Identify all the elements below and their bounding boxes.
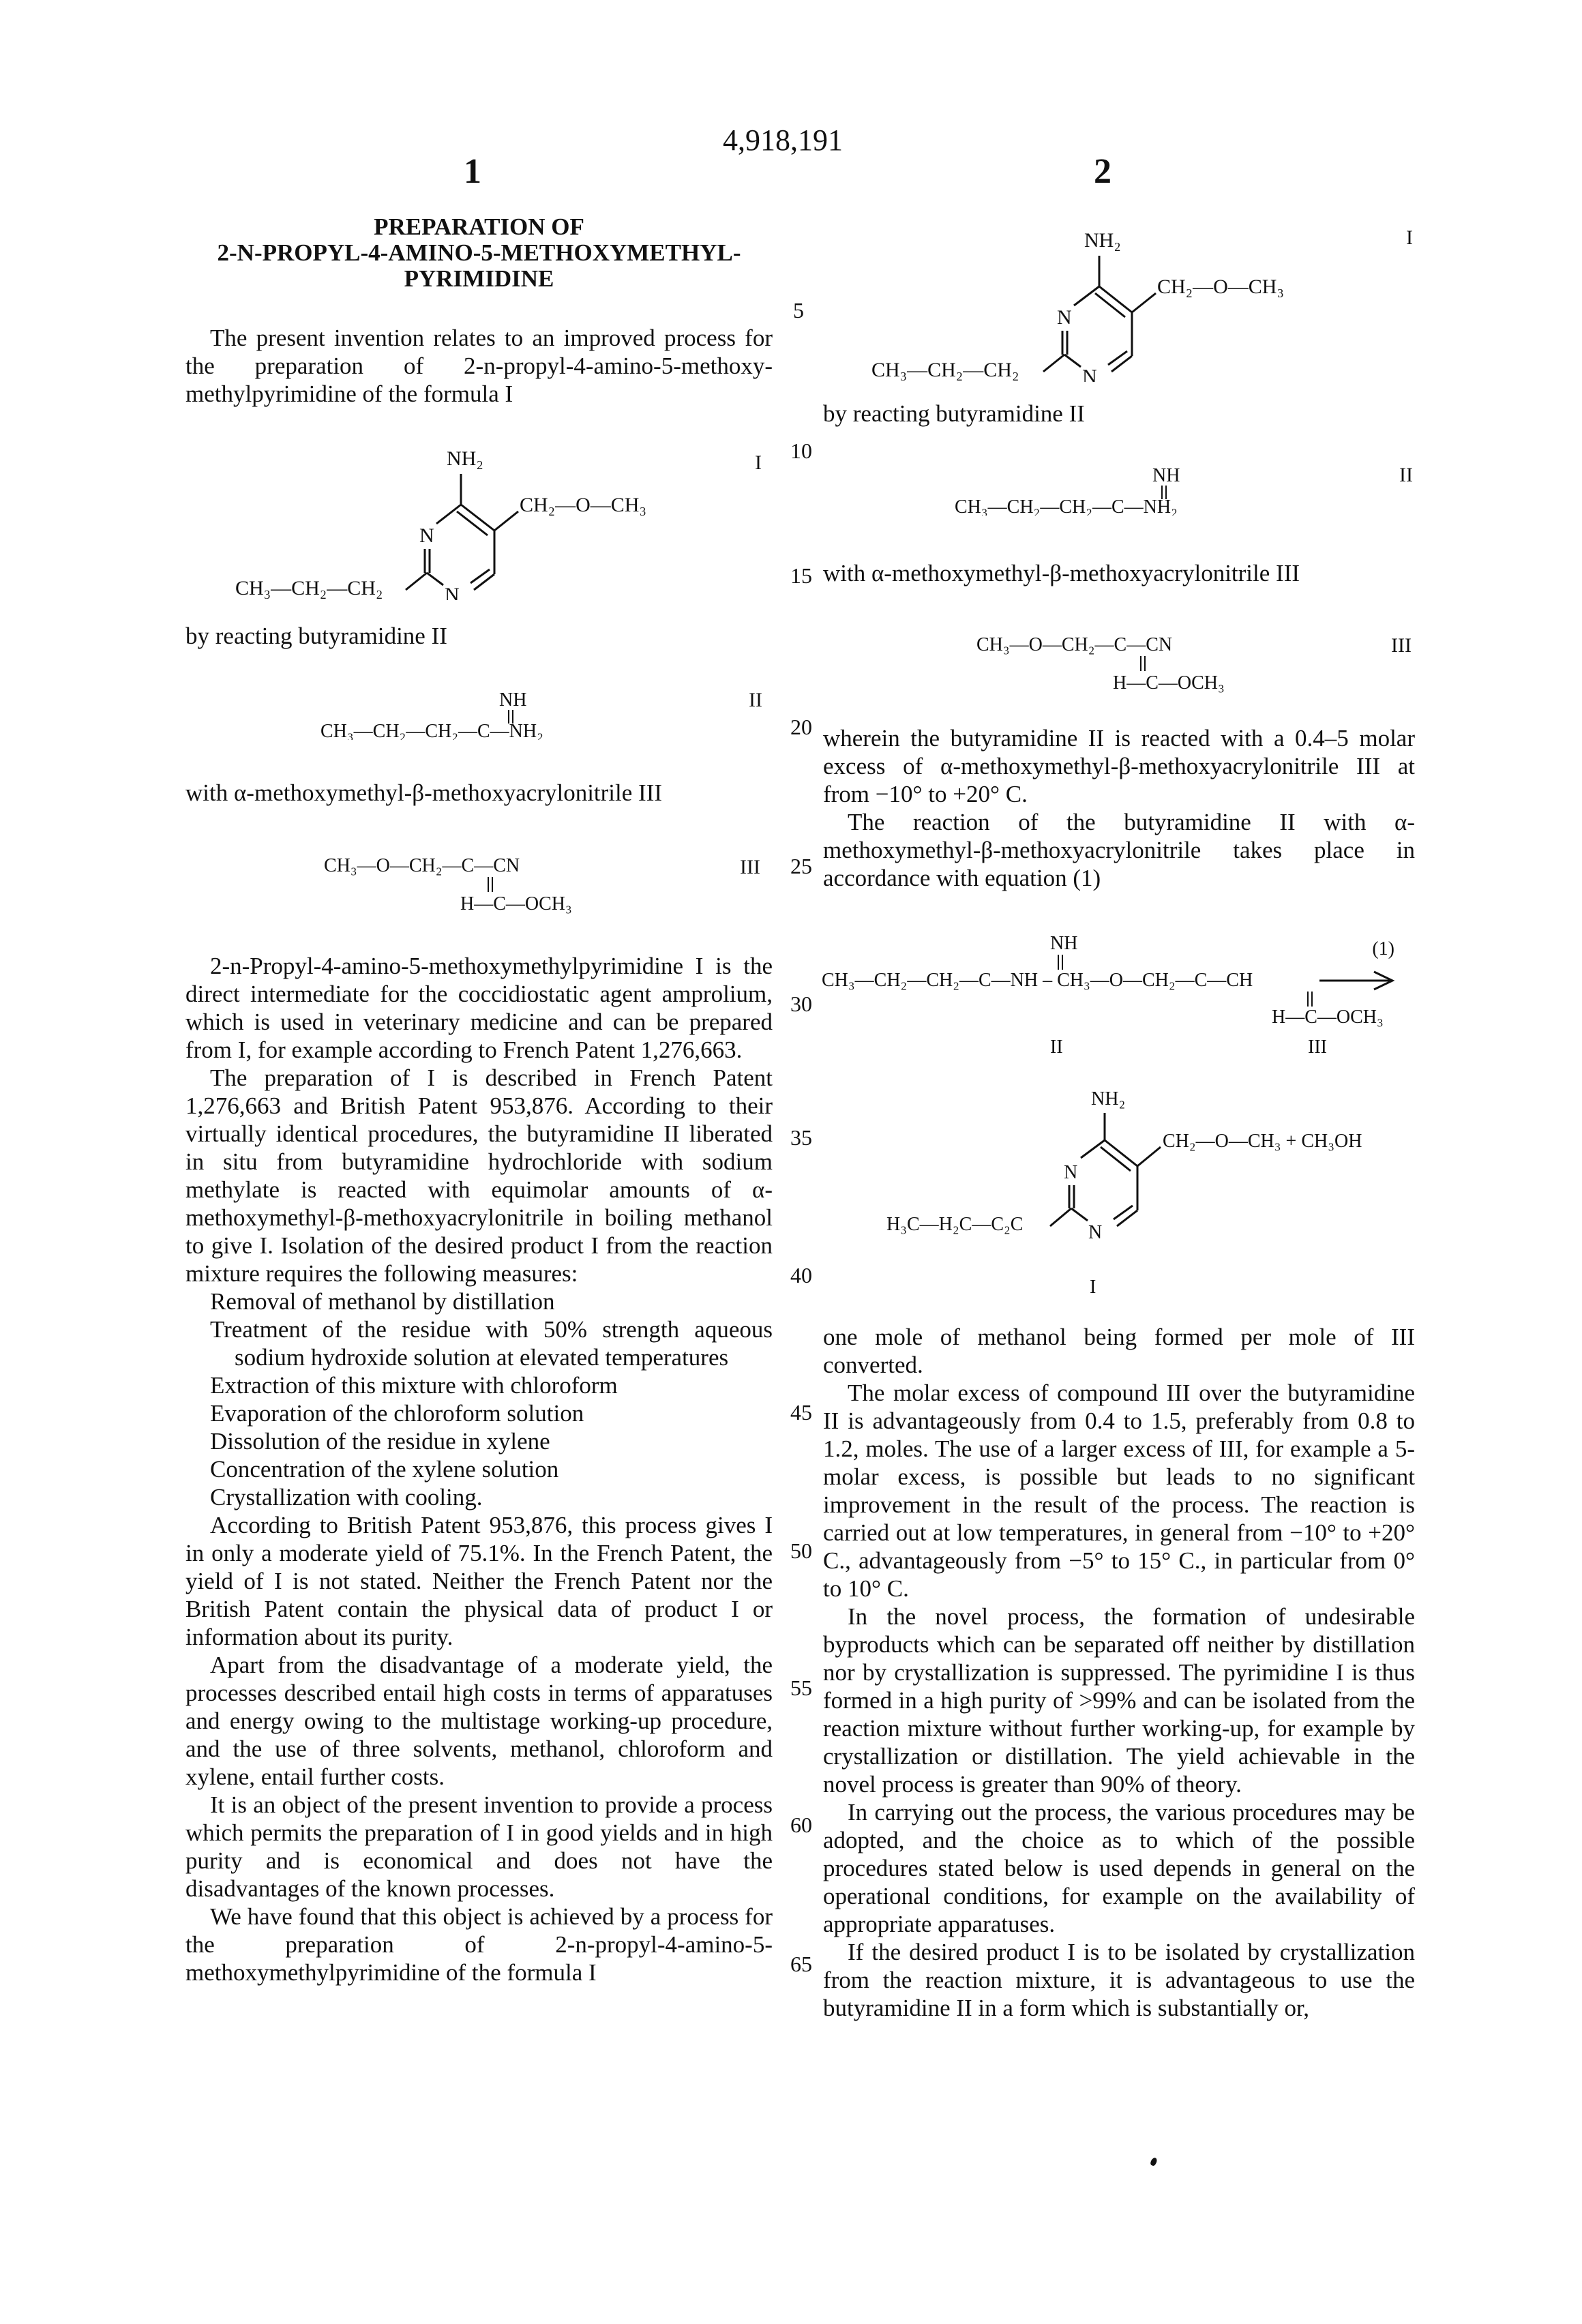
ring-nitrogen-top: N [1057, 306, 1072, 329]
paragraph: If the desired product I is to be isolated by crystallization from the reaction mixture, it is advantageous to use the butyramidine II in a form which is substantially or, [823, 1939, 1415, 2021]
formula-label: II [1399, 464, 1413, 486]
amino-group: NH₂ [1084, 229, 1121, 252]
line-number: 45 [790, 1400, 812, 1425]
right-body-text [823, 1323, 1415, 2022]
line-number: 35 [790, 1125, 812, 1150]
acrylonitrile-bottom: H—C—OCH₃ [460, 893, 572, 914]
line-number: 10 [790, 438, 812, 463]
list-item: Treatment of the residue with 50% strength aqueous sodium hydroxide solution at elevated temperatures [210, 1316, 773, 1371]
product-amino: NH₂ [1091, 1088, 1126, 1109]
with-label: with α-methoxymethyl-β-methoxyacrylonitrile III [185, 779, 663, 806]
product-substituent: CH₂—O—CH₃ + CH₃OH [1163, 1131, 1362, 1152]
paragraph: wherein the butyramidine II is reacted with a 0.4–5 molar excess of α-methoxymethyl-β-methoxyacrylonitrile III at from −10° to +20° C. [823, 725, 1415, 807]
imino-group: NH [499, 689, 527, 711]
equation-1 [818, 934, 1418, 1320]
paragraph: The reaction of the butyramidine II with α-methoxymethyl-β-methoxyacrylonitrile takes place in accordance with equation (1) [823, 809, 1415, 891]
reactant-bottom: H—C—OCH₃ [1272, 1007, 1384, 1028]
paragraph: In the novel process, the formation of undesirable byproducts which can be separated off neither by distillation nor by crystallization is suppressed. The pyrimidine I is thus formed in a high purity of >99% and can be isolated from the reaction mixture without further working-up, for example by crystallization or distillation. The yield achievable in the novel process is greater than 90% of theory. [823, 1603, 1415, 1798]
ring-nitrogen-bottom: N [445, 584, 460, 600]
acrylonitrile-top: CH₃—O—CH₂—C—CN [324, 855, 520, 876]
title-line: 2-N-PROPYL-4-AMINO-5-METHOXYMETHYL- [217, 239, 741, 266]
list-item: Evaporation of the chloroform solution [210, 1400, 584, 1427]
formula-compound-I-right [852, 225, 1398, 385]
ring-nitrogen-top: N [419, 524, 434, 547]
ring-nitrogen-bottom: N [1082, 366, 1097, 382]
document-title [185, 214, 773, 292]
measures-list [185, 1287, 773, 1511]
paragraph: In carrying out the process, the various procedures may be adopted, and the choice as to which of the possible procedures stated below is used depends in general on the operational conditions, for example on the availability of appropriate apparatuses. [823, 1799, 1415, 1937]
paragraph: It is an object of the present invention to provide a process which permits the preparation of I in good yields and in high purity and is economical and does not have the disadvantages of the known processes. [185, 1791, 773, 1902]
list-item: Dissolution of the residue in xylene [210, 1428, 550, 1455]
formula-compound-II-left [320, 685, 675, 743]
intro-paragraph: The present invention relates to an improved process for the preparation of 2-n-propyl-4-amino-5-methoxy-methylpyrimidine of the formula I [185, 325, 773, 407]
butyramidine-chain: CH₃—CH₂—CH₂—C—NH₂ [320, 721, 543, 740]
formula-label: II [749, 689, 762, 711]
paragraph: We have found that this object is achieved by a process for the preparation of 2-n-propyl-4-amino-5-methoxymethylpyrimidine of the formula I [185, 1903, 773, 1986]
formula-label: I [1406, 226, 1413, 249]
formula-compound-III-left [324, 852, 610, 917]
line-number: 60 [790, 1813, 812, 1837]
product-label: I [1090, 1277, 1096, 1298]
acrylonitrile-top: CH₃—O—CH₂—C—CN [976, 634, 1173, 655]
with-label: with α-methoxymethyl-β-methoxyacrylonitrile III [823, 560, 1300, 586]
line-number: 5 [793, 298, 804, 323]
propyl-chain: CH₃—CH₂—CH₂ [235, 577, 383, 599]
list-item: Concentration of the xylene solution [210, 1456, 559, 1483]
reactants: CH₃—CH₂—CH₂—C—NH – CH₃—O—CH₂—C—CH [822, 970, 1253, 991]
formula-label: III [740, 856, 760, 878]
butyramidine-chain: CH₃—CH₂—CH₂—C—NH₂ [955, 496, 1178, 516]
line-number: 40 [790, 1263, 812, 1287]
line-number: 55 [790, 1675, 812, 1700]
ring-nitrogen-top: N [1064, 1162, 1078, 1183]
patent-number: 4,918,191 [723, 123, 843, 157]
amino-group: NH₂ [447, 447, 483, 470]
left-body-text [185, 952, 773, 1986]
paragraph: Apart from the disadvantage of a moderate yield, the processes described entail high costs in terms of apparatuses and energy owing to the multistage working-up procedure, and the use of three solvents, methanol, chloroform and xylene, entail further costs. [185, 1652, 773, 1790]
scan-speck [1150, 2157, 1158, 2166]
reacting-label: by reacting butyramidine II [185, 623, 447, 649]
list-item: Crystallization with cooling. [210, 1484, 483, 1510]
equation-number: (1) [1372, 938, 1394, 959]
line-number: 15 [790, 563, 812, 588]
acrylonitrile-bottom: H—C—OCH₃ [1113, 672, 1225, 693]
line-number: 50 [790, 1538, 812, 1563]
list-item: Removal of methanol by distillation [210, 1288, 555, 1315]
paragraph: According to British Patent 953,876, this process gives I in only a moderate yield of 75.1%. In the French Patent, the yield of I is not stated. Neither the French Patent nor the British Patent contain the physical data of product I or information about its purity. [185, 1512, 773, 1650]
line-number: 20 [790, 715, 812, 739]
line-number: 65 [790, 1952, 812, 1976]
reactant-imino: NH [1050, 934, 1078, 954]
paragraph: 2-n-Propyl-4-amino-5-methoxymethylpyrimidine I is the direct intermediate for the coccidiostatic agent amprolium, which is used in veterinary medicine and can be prepared from I, for example according to French Patent 1,276,663. [185, 953, 773, 1063]
column-number-left: 1 [464, 152, 481, 191]
paragraph: The preparation of I is described in French Patent 1,276,663 and British Patent 953,876. According to their virtually identical procedures, the butyramidine II liberated in situ from butyramidine hydrochloride with sodium methylate is reacted with equimolar amounts of α-methoxymethyl-β-methoxyacrylonitrile in boiling methanol to give I. Isolation of the desired product I from the reaction mixture requires the following measures: [185, 1064, 773, 1287]
paragraph: one mole of methanol being formed per mole of III converted. [823, 1324, 1415, 1378]
propyl-chain: CH₃—CH₂—CH₂ [871, 359, 1019, 381]
title-line: PYRIMIDINE [404, 265, 554, 292]
methoxymethyl-group: CH₂—O—CH₃ [1157, 275, 1284, 298]
line-number: 30 [790, 992, 812, 1016]
formula-compound-I-left [225, 443, 771, 604]
title-line: PREPARATION OF [374, 213, 584, 240]
reacting-label: by reacting butyramidine II [823, 400, 1085, 427]
paragraph: The molar excess of compound III over the butyramidine II is advantageously from 0.4 to 1.5, preferably from 0.8 to 1.2, moles. The use of a larger excess of III, for example a 5-molar excess, is possible but leads to no significant improvement in the result of the process. The reaction is carried out at low temperatures, in general from −10° to +20° C., advantageously from −5° to 15° C., in particular from 0° to 10° C. [823, 1380, 1415, 1602]
ring-nitrogen-bottom: N [1088, 1222, 1103, 1243]
label-II: II [1050, 1037, 1063, 1058]
formula-label: III [1391, 634, 1412, 657]
methoxymethyl-group: CH₂—O—CH₃ [520, 494, 646, 516]
formula-compound-II-right [955, 461, 1309, 519]
product-chain: H₃C—H₂C—C₂C [886, 1214, 1024, 1235]
list-item: Extraction of this mixture with chloroform [210, 1372, 618, 1399]
line-number: 25 [790, 854, 812, 878]
right-body-text-top [823, 724, 1415, 892]
formula-label: I [755, 451, 762, 474]
imino-group: NH [1152, 465, 1180, 486]
column-number-right: 2 [1094, 152, 1111, 191]
formula-compound-III-right [976, 631, 1263, 696]
label-III: III [1308, 1037, 1327, 1058]
